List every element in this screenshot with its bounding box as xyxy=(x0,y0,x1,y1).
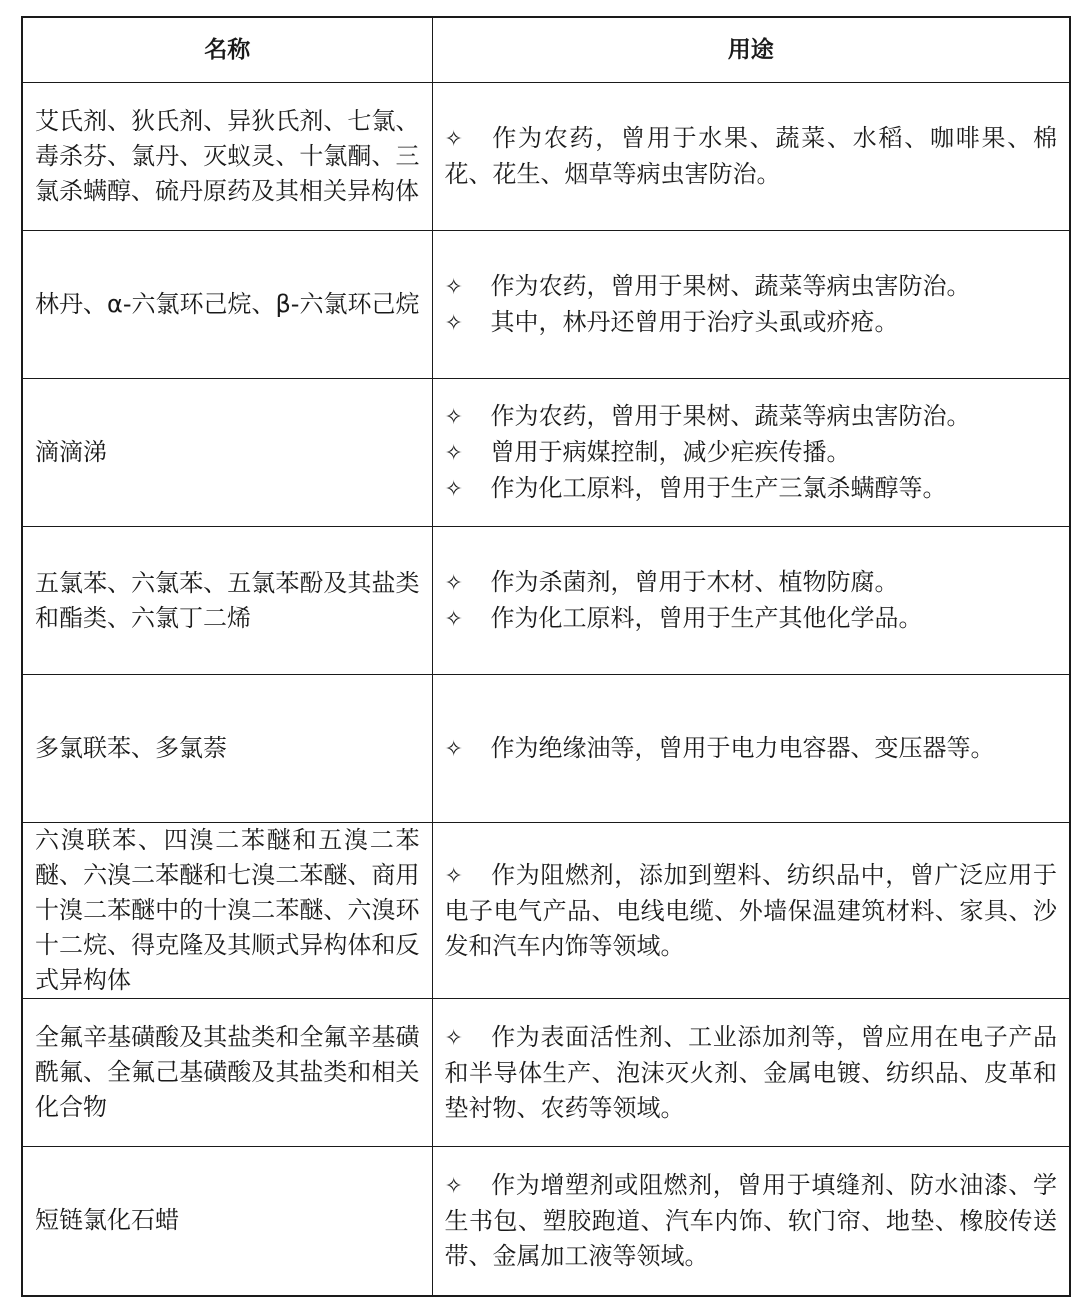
name-text: 林丹、α-六氯环己烷、β-六氯环己烷 xyxy=(35,290,420,318)
use-item xyxy=(445,269,1058,305)
name-cell: 多氯联苯、多氯萘 xyxy=(22,675,432,823)
diamond-bullet-icon: ✧ xyxy=(444,310,463,336)
use-item xyxy=(445,565,1058,601)
use-text: 作为绝缘油等，曾用于电力电容器、变压器等。 xyxy=(490,733,995,762)
table-row xyxy=(22,675,1070,823)
table-row xyxy=(22,823,1070,999)
diamond-bullet-icon: ✧ xyxy=(444,440,463,466)
diamond-bullet-icon: ✧ xyxy=(444,863,463,889)
use-cell xyxy=(432,231,1070,379)
table-row xyxy=(22,379,1070,527)
use-text: 作为阻燃剂，添加到塑料、纺织品中，曾广泛应用于电子电气产品、电线电缆、外墙保温建筑材料、家具、沙发和汽车内饰等领域。 xyxy=(444,860,1057,960)
diamond-bullet-icon: ✧ xyxy=(444,1025,463,1051)
header-name: 名称 xyxy=(22,17,432,83)
use-item xyxy=(445,471,1058,507)
name-cell: 滴滴涕 xyxy=(22,379,432,527)
use-text: 作为农药，曾用于水果、蔬菜、水稻、咖啡果、棉花、花生、烟草等病虫害防治。 xyxy=(444,124,1057,188)
table-row xyxy=(22,83,1070,231)
name-cell: 短链氯化石蜡 xyxy=(22,1147,432,1296)
table-row xyxy=(22,999,1070,1147)
diamond-bullet-icon: ✧ xyxy=(444,404,463,430)
table-header-row xyxy=(22,17,1070,83)
use-item xyxy=(445,121,1058,192)
pollutant-usage-table xyxy=(21,16,1071,1297)
use-cell xyxy=(432,379,1070,527)
name-cell: 艾氏剂、狄氏剂、异狄氏剂、七氯、毒杀芬、氯丹、灭蚁灵、十氯酮、三氯杀螨醇、硫丹原药及其相关异构体 xyxy=(22,83,432,231)
diamond-bullet-icon: ✧ xyxy=(444,1173,463,1199)
use-text: 作为表面活性剂、工业添加剂等，曾应用在电子产品和半导体生产、泡沫灭火剂、金属电镀、纺织品、皮革和垫衬物、农药等领域。 xyxy=(444,1022,1057,1122)
header-use: 用途 xyxy=(432,17,1070,83)
table-body xyxy=(22,83,1070,1296)
use-item xyxy=(445,305,1058,341)
diamond-bullet-icon: ✧ xyxy=(444,127,463,152)
use-item xyxy=(445,435,1058,471)
use-item xyxy=(445,1168,1058,1274)
use-text: 其中，林丹还曾用于治疗头虱或疥疮。 xyxy=(490,307,899,336)
use-item xyxy=(445,731,1058,767)
name-cell: 全氟辛基磺酸及其盐类和全氟辛基磺酰氟、全氟己基磺酸及其盐类和相关化合物 xyxy=(22,999,432,1147)
use-item xyxy=(445,1020,1058,1126)
table-row xyxy=(22,1147,1070,1296)
pollutant-table-sheet xyxy=(21,16,1069,1293)
use-text: 作为农药，曾用于果树、蔬菜等病虫害防治。 xyxy=(490,271,971,300)
use-item xyxy=(445,601,1058,637)
use-cell xyxy=(432,823,1070,999)
use-text: 作为增塑剂或阻燃剂，曾用于填缝剂、防水油漆、学生书包、塑胶跑道、汽车内饰、软门帘、地垫、橡胶传送带、金属加工液等领域。 xyxy=(444,1170,1057,1270)
use-cell xyxy=(432,83,1070,231)
diamond-bullet-icon: ✧ xyxy=(444,736,463,762)
diamond-bullet-icon: ✧ xyxy=(444,274,463,300)
use-text: 作为化工原料，曾用于生产其他化学品。 xyxy=(490,603,923,632)
use-cell xyxy=(432,527,1070,675)
name-cell xyxy=(22,231,432,379)
table-row xyxy=(22,231,1070,379)
use-item xyxy=(445,858,1058,964)
use-text: 作为杀菌剂，曾用于木材、植物防腐。 xyxy=(490,567,899,596)
table-row xyxy=(22,527,1070,675)
diamond-bullet-icon: ✧ xyxy=(444,476,463,502)
use-text: 曾用于病媒控制，减少疟疾传播。 xyxy=(490,437,851,466)
diamond-bullet-icon: ✧ xyxy=(444,606,463,632)
name-cell: 六溴联苯、四溴二苯醚和五溴二苯醚、六溴二苯醚和七溴二苯醚、商用十溴二苯醚中的十溴二苯醚、六溴环十二烷、得克隆及其顺式异构体和反式异构体 xyxy=(22,823,432,999)
use-cell xyxy=(432,675,1070,823)
use-cell xyxy=(432,1147,1070,1296)
name-cell: 五氯苯、六氯苯、五氯苯酚及其盐类和酯类、六氯丁二烯 xyxy=(22,527,432,675)
diamond-bullet-icon: ✧ xyxy=(444,570,463,596)
use-item xyxy=(445,399,1058,435)
use-text: 作为农药，曾用于果树、蔬菜等病虫害防治。 xyxy=(490,401,971,430)
use-text: 作为化工原料，曾用于生产三氯杀螨醇等。 xyxy=(490,473,947,502)
use-cell xyxy=(432,999,1070,1147)
